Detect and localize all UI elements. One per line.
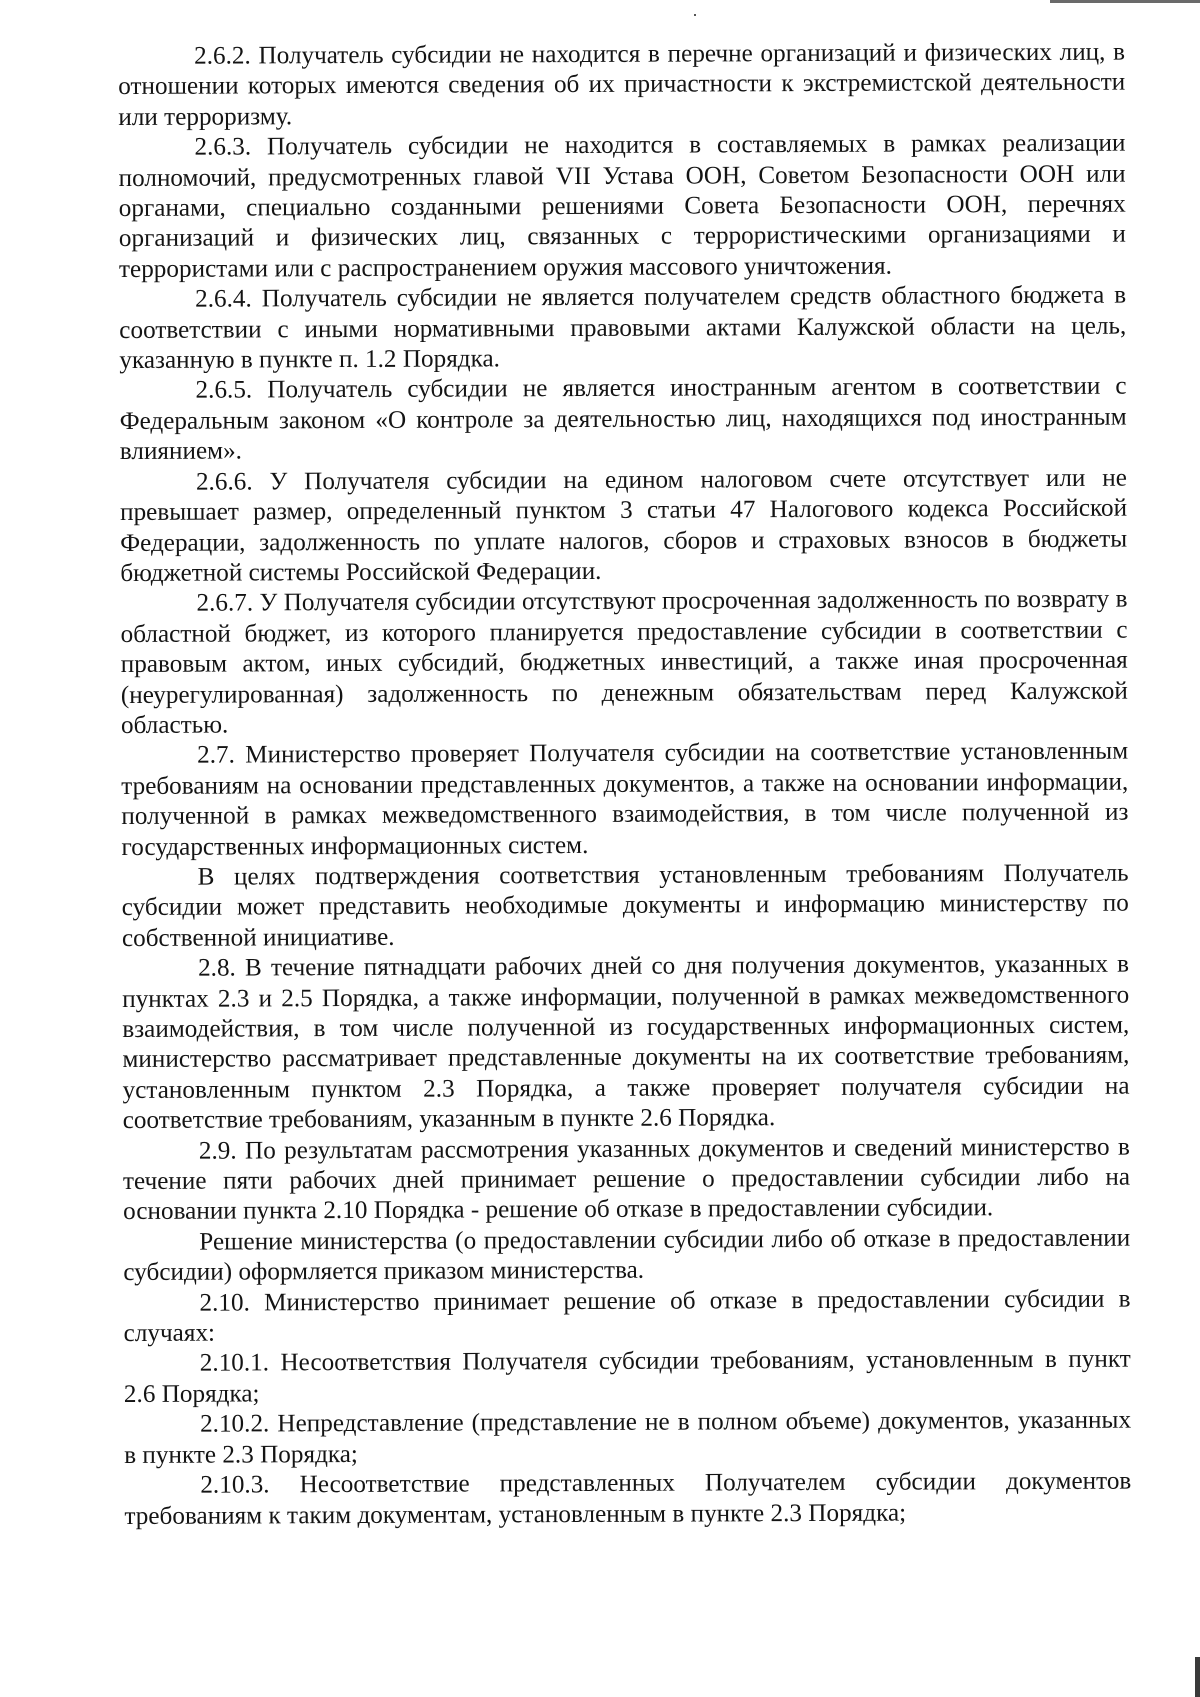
paragraph-2-7: 2.7. Министерство проверяет Получателя субсидии на соответствие установленным требованиям на основании представленных документов, а также на основании информации, полученной в рамках межведомственного взаимодействия, в том числе полученной из государственных информационных систем.	[121, 737, 1129, 861]
document-body	[118, 38, 1131, 1532]
paragraph-2-10: 2.10. Министерство принимает решение об отказе в предоставлении субсидии в случаях:	[123, 1285, 1131, 1348]
paragraph-2-9-decision: Решение министерства (о предоставлении субсидии либо об отказе в предоставлении субсидии) оформляется приказом министерства.	[123, 1224, 1131, 1287]
paragraph-2-6-5: 2.6.5. Получатель субсидии не является иностранным агентом в соответствии с Федеральным законом «О контроле за деятельностью лиц, находящихся под иностранным влиянием».	[119, 373, 1127, 466]
scan-edge-mark	[1050, 0, 1200, 3]
paragraph-2-6-3: 2.6.3. Получатель субсидии не находится в составляемых в рамках реализации полномочий, предусмотренных главой VII Устава ООН, Советом Безопасности ООН или органами, специально созданными решениями Совета Безопасности ООН, перечнях организаций и физических лиц, связанных с террористическими организациями и террористами или с распространением оружия массового уничтожения.	[118, 129, 1126, 283]
paragraph-2-6-2: 2.6.2. Получатель субсидии не находится в перечне организаций и физических лиц, в отношении которых имеются сведения об их причастности к экстремистской деятельности или терроризму.	[118, 38, 1126, 131]
paragraph-2-9: 2.9. По результатам рассмотрения указанных документов и сведений министерство в течение пяти рабочих дней принимает решение о предоставлении субсидии либо на основании пункта 2.10 Порядка - решение об отказе в предоставлении субсидии.	[122, 1133, 1131, 1226]
paragraph-2-10-3: 2.10.3. Несоответствие представленных Получателем субсидии документов требованиям к таким документам, установленным в пункте 2.3 Порядка;	[124, 1467, 1132, 1530]
scan-speck	[694, 14, 696, 16]
paragraph-2-6-6: 2.6.6. У Получателя субсидии на едином налоговом счете отсутствует или не превышает размер, определенный пунктом 3 статьи 47 Налогового кодекса Российской Федерации, задолженность по уплате налогов, сборов и страховых взносов в бюджеты бюджетной системы Российской Федерации.	[119, 464, 1128, 587]
paragraph-2-6-4: 2.6.4. Получатель субсидии не является получателем средств областного бюджета в соответствии с иными нормативными правовыми актами Калужской области на цель, указанную в пункте п. 1.2 Порядка.	[119, 281, 1127, 375]
paragraph-2-7-note: В целях подтверждения соответствия установленным требованиям Получатель субсидии может представить необходимые документы и информацию министерству по собственной инициативе.	[121, 859, 1129, 952]
paragraph-2-10-1: 2.10.1. Несоответствия Получателя субсидии требованиям, установленным в пункт 2.6 Порядка;	[123, 1346, 1131, 1408]
scan-edge-mark-bottom	[1195, 1657, 1200, 1697]
paragraph-2-8: 2.8. В течение пятнадцати рабочих дней со дня получения документов, указанных в пунктах 2.3 и 2.5 Порядка, а также информации, полученной в рамках межведомственного взаимодействия, в том числе полученной из государственных информационных систем, министерство рассматривает представленные документы на их соответствие требованиям, установленным пунктом 2.3 Порядка, а также проверяет получателя субсидии на соответствие требованиям, указанным в пункте 2.6 Порядка.	[122, 950, 1130, 1135]
paragraph-2-10-2: 2.10.2. Непредставление (представление не в полном объеме) документов, указанных в пункте 2.3 Порядка;	[124, 1406, 1132, 1469]
paragraph-2-6-7: 2.6.7. У Получателя субсидии отсутствуют просроченная задолженность по возврату в областной бюджет, из которого планируется предоставление субсидии в соответствии с правовым актом, иных субсидий, бюджетных инвестиций, а также иная просроченная (неурегулированная) задолженность по денежным обязательствам перед Калужской областью.	[120, 585, 1128, 739]
